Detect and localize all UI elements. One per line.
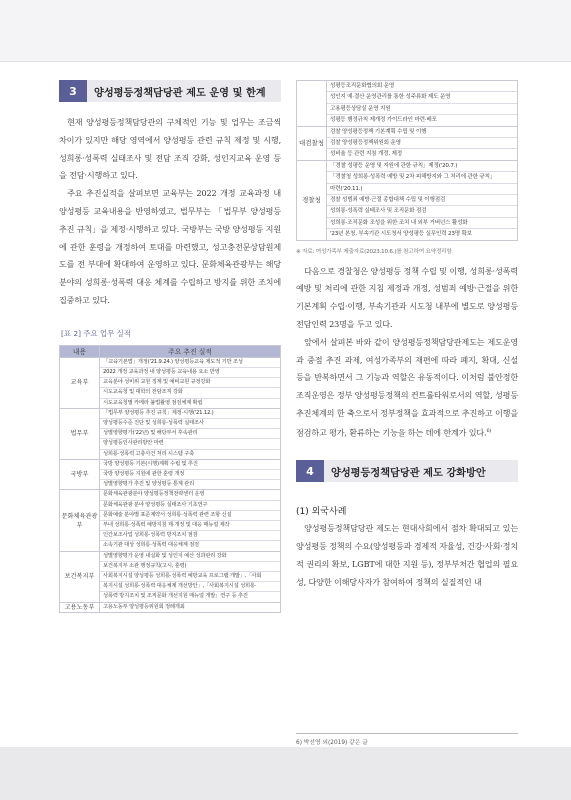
achievement-item: 부내 성희롱·성폭력 예방지침 제·개정 및 대응 매뉴얼 제작 [100,521,280,531]
body-paragraph: 다음으로 경찰청은 양성평등 정책 수립 및 이행, 성희롱·성폭력 예방 및 처리에 관한 지침 제정과 개정, 성범죄 예방·근절을 위한 기본계획 수립·이행, 부속기관과 시도청 내부에 별도로 양성평등 전담인력 23명을 두고 있다. [296,265,518,330]
table-caption: [표 2] 주요 업무 실적 [61,328,131,338]
achievement-item: 「법무부 양성평등 추진 규칙」제정·시행('21.12.) [100,409,280,419]
achievements-cell [327,81,518,127]
achievements-cell [100,490,281,551]
table-body [60,357,281,612]
section-title: 양성평등정책담당관 제도 운영 및 한계 [94,87,266,99]
section-4-heading [296,460,518,482]
achievement-item: 문화체육관광 분야 양성평등 실태조사 기초연구 [100,501,280,511]
table-row [60,357,281,408]
performance-table [59,345,281,613]
achievement-item: 시도교육청 및 대학의 전담조직 강화 [100,388,280,398]
achievement-item: 성희롱·성폭력 실태조사 및 조직문화 점검 [327,206,517,217]
achievements-cell [100,551,281,602]
section-title: 양성평등정책담당관 제도 강화방안 [331,467,486,479]
achievement-item: 성폭력 방지조치 및 조직문화 개선지원 매뉴얼 개발」연구 등 추진 [103,593,248,600]
achievement-item: 교육분야 성비위 교원 징계 및 예비교원 규정강화 [100,378,280,388]
subheading: (1) 외국사례 [296,507,347,518]
section-3-heading [59,80,281,102]
organization-cell: 교육부 [60,357,100,408]
right-column [296,80,518,592]
achievement-item: 「경찰 성평등 운영 및 지원에 관한 규칙」제정('20.7.) [327,161,517,172]
achievement-item: '23년 본청, 부속기관 시도청서 양성평등 실무인력 23명 확보 [330,231,472,238]
achievement-item: 시도교육청별 카메라 불법촬영 점검체계 확립 [103,399,203,406]
achievement-item: 문화예술 분야별 표준계약서 성희롱·성폭력 관련 조항 신설 [100,511,280,521]
achievement-item: 2022 개정 교육과정 내 양성평등 교육내용 요소 반영 [100,368,280,378]
achievement-item: 검찰 양성평등정책위원회 운영 [327,138,517,149]
table-body [297,81,518,241]
table-row [60,490,281,551]
achievements-cell [100,357,281,408]
page-header-band [0,0,571,62]
achievement-item: 고용노동부 양성평등위원회 정례개최 [103,603,185,610]
achievement-item: 고용평등상담실 운영 지원 [327,104,517,115]
organization-cell: 경찰청 [297,160,327,240]
achievement-item: 성인지 예·결산 운영관리를 통한 성주류화 제도 운영 [327,92,517,103]
body-paragraph [296,334,518,442]
page-footer-band [0,747,571,800]
achievement-item: 사회복지시설 양성평등 성희롱·성폭력 예방교육 프로그램 개발」,「사회 [100,572,280,582]
footnote-reference: 6) [486,427,492,434]
footnote: 6) 박선영 외(2019) 같은 글 [296,733,518,746]
table-row [60,459,281,490]
body-paragraph: 주요 추진실적을 살펴보면 교육부는 2022 개정 교육과정 내 양성평등 교육내용을 반영하였고, 법무부는 「법무부 양성평등 추진 규칙」을 제정·시행하고 있다. 국방부는 국방 양성평등 지원에 관한 훈령을 개정하여 토대를 마련했고, 성고충전문상담원제도를 전 부대에 확대하여 운영하고 있다. 문화체육관광부는 해당분야의 성희롱·성폭력 대응 체계를 수립하고 방지를 위한 조치에 집중하고 있다. [59,188,281,305]
achievement-item: 검찰 양성평등정책 기본계획 수립 및 이행 [327,127,517,138]
achievements-cell [327,126,518,160]
achievement-item: 국방 양성평등 지원에 관한 훈령 개정 [100,470,280,480]
organization-cell: 대검찰청 [297,126,327,160]
achievements-cell [100,459,281,490]
organization-cell: 국방부 [60,459,100,490]
achievement-item: 성별영향평가('22년) 및 해당부서 후속관리 [100,429,280,439]
table-row [60,551,281,602]
table-row [60,602,281,612]
achievements-cell [327,160,518,240]
section-number: 3 [59,80,87,102]
achievement-item: 성별영향평가 운영 내실화 및 성인지 예산 성과관리 강화 [100,552,280,562]
achievement-item: 국방 양성평등 기본(시행)계획 수립 및 추진 [100,460,280,470]
header-cell: 내용 [60,345,100,357]
left-column [59,80,281,613]
achievement-item: 성평등 행정규칙 제개정 가이드라인 마련·배포 [330,117,437,124]
achievement-item: 「경찰청 성희롱·성폭력 예방 및 2차 피해방지와 그 처리에 관한 규칙」 [327,172,517,183]
paragraph-text: 앞에서 살펴본 바와 같이 양성평등정책담당관제도는 제도운영과 중점 추진 과제, 여성가족부의 재편에 따라 폐지, 확대, 신설 등을 반복하면서 그 기능과 역할은 유동적이다. 이처럼 불안정한 조직운영은 정부 양성평등정책의 컨트롤타워로서의 역할, 성평등추진체계의 한 축으로서 정부정책을 효과적으로 추진하고 이행을 점검하고 평가, 환류하는 기능을 하는 데에 한계가 있다. [296,336,518,438]
table-header-row [60,345,281,357]
achievement-item: 성희롱·조직문화 조성을 위한 조치 내 외부 거버넌스 활성화 [327,218,517,229]
achievement-item: 소속기관 대상 성희롱·성폭력 대응체계 점검 [103,542,199,549]
organization-cell: 법무부 [60,408,100,459]
organization-cell [297,81,327,127]
achievement-item: 문화체육관광분야 양성평등정책전략센터 운영 [100,490,280,500]
achievement-item: 마련('20.11.) [327,184,517,195]
section-number: 4 [296,460,324,482]
achievement-item: 성희롱·성폭력 고충사건 처리 시스템 구축 [103,450,195,457]
achievement-item: 보건복지부 소관 행정규칙(고시, 훈령) [100,562,280,572]
achievement-item: 양성평등인사관리방안 마련 [100,439,280,449]
achievements-cell [100,602,281,612]
achievement-item: 인간보조사업 성희롱·성폭력 방지조치 점검 [100,531,280,541]
table-row [297,160,518,240]
body-paragraph: 양성평등정책담당관 제도는 현대사회에서 점차 확대되고 있는 양성평등 정책의 수요(양성평등과 경제적 자율성, 건강·사회·정치적 권리의 확보, LGBT에 대한 지원 등), 정부부처간 협업의 필요성, 다양한 이해당사자가 참여하여 정책의 실질적인 내 [296,523,518,587]
performance-table-continued [296,80,518,241]
organization-cell: 고용노동부 [60,602,100,612]
body-paragraph: 현재 양성평등정책담당관의 구체적인 기능 및 업무는 조금씩 차이가 있지만 해당 영역에서 양성평등 관련 규칙 제정 및 시행, 성희롱·성폭력 실태조사 및 전담 조직 강화, 성인지교육 운영 등을 전담·시행하고 있다. [59,117,281,181]
table-source-note: ※ 자료: 여성가족부 제출자료(2023.10.6.)를 참고하여 요약정리함 [296,248,452,255]
table-row [60,408,281,459]
achievement-item: 성별영향평가 추진 및 양성평등 통계 관리 [103,481,195,488]
achievement-item: 복지시설 성희롱·성폭력 대응체계 개선방안」,「사회복지시설 성희롱· [100,582,280,592]
achievement-item: 경찰 성범죄 예방·근절 종합대책 수립 및 이행점검 [327,195,517,206]
table-row [297,81,518,127]
achievement-item: 성비율 등 관련 지침 개정, 제정 [330,151,402,158]
table-row [297,126,518,160]
organization-cell: 문화체육관광부 [60,490,100,551]
achievement-item: 양성평등수준 진단 및 성희롱·성폭력 실태조사 [100,419,280,429]
organization-cell: 보건복지부 [60,551,100,602]
achievement-item: 성평등조직문화협의회 운영 [327,81,517,92]
achievement-item: 「교육기본법」개정('21.9.24.) 양성평등교육 제도적 기반 조성 [100,358,280,368]
achievements-cell [100,408,281,459]
header-cell: 주요 추진 실적 [100,345,281,357]
